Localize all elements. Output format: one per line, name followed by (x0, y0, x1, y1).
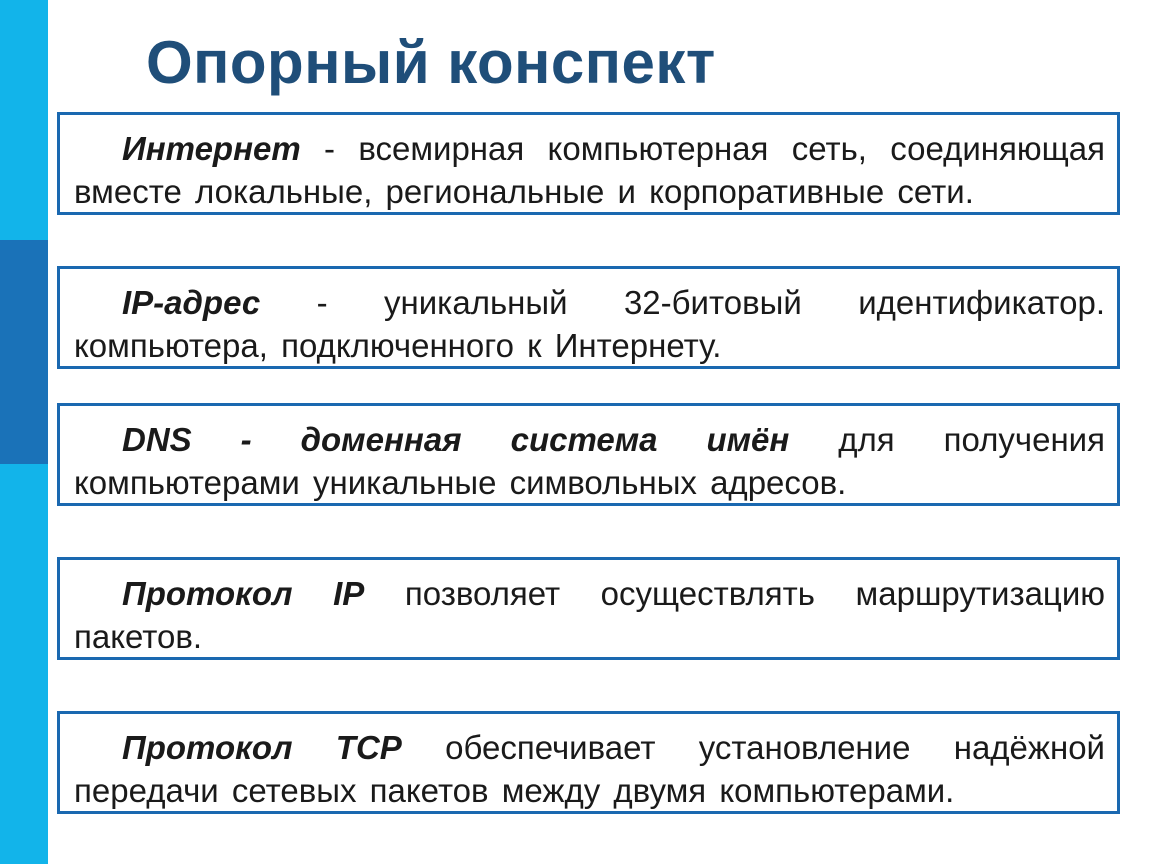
definition-text (74, 572, 1105, 658)
definition-term: IP-адрес (122, 284, 261, 321)
definition-term: Интернет (122, 130, 301, 167)
definition-box-protocol-tcp (57, 711, 1120, 814)
definition-body: обеспечивает установление надёжной передачи сетевых пакетов между двумя компьютерами. (74, 729, 1105, 809)
definition-term: Протокол TCP (122, 729, 402, 766)
definition-box-ip-address (57, 266, 1120, 369)
slide-title: Опорный конспект (146, 29, 716, 96)
definition-body: - всемирная компьютерная сеть, соединяющая вместе локальные, региональные и корпоративные сети. (74, 130, 1105, 210)
definition-text (74, 127, 1105, 213)
definition-body: позволяет осуществлять маршрутизацию пакетов. (74, 575, 1106, 655)
definition-text (74, 281, 1105, 367)
definition-body: - уникальный 32-битовый идентификатор. компьютера, подключенного к Интернету. (74, 284, 1105, 364)
definition-text (74, 726, 1105, 812)
definition-term: Протокол IP (122, 575, 365, 612)
definition-box-internet (57, 112, 1120, 215)
side-accent-bar-dark (0, 240, 48, 464)
definition-box-protocol-ip (57, 557, 1120, 660)
definition-term: DNS - доменная система имён (122, 421, 790, 458)
definition-body: для получения компьютерами уникальные символьных адресов. (74, 421, 1105, 501)
definition-box-dns (57, 403, 1120, 506)
definition-text (74, 418, 1105, 504)
